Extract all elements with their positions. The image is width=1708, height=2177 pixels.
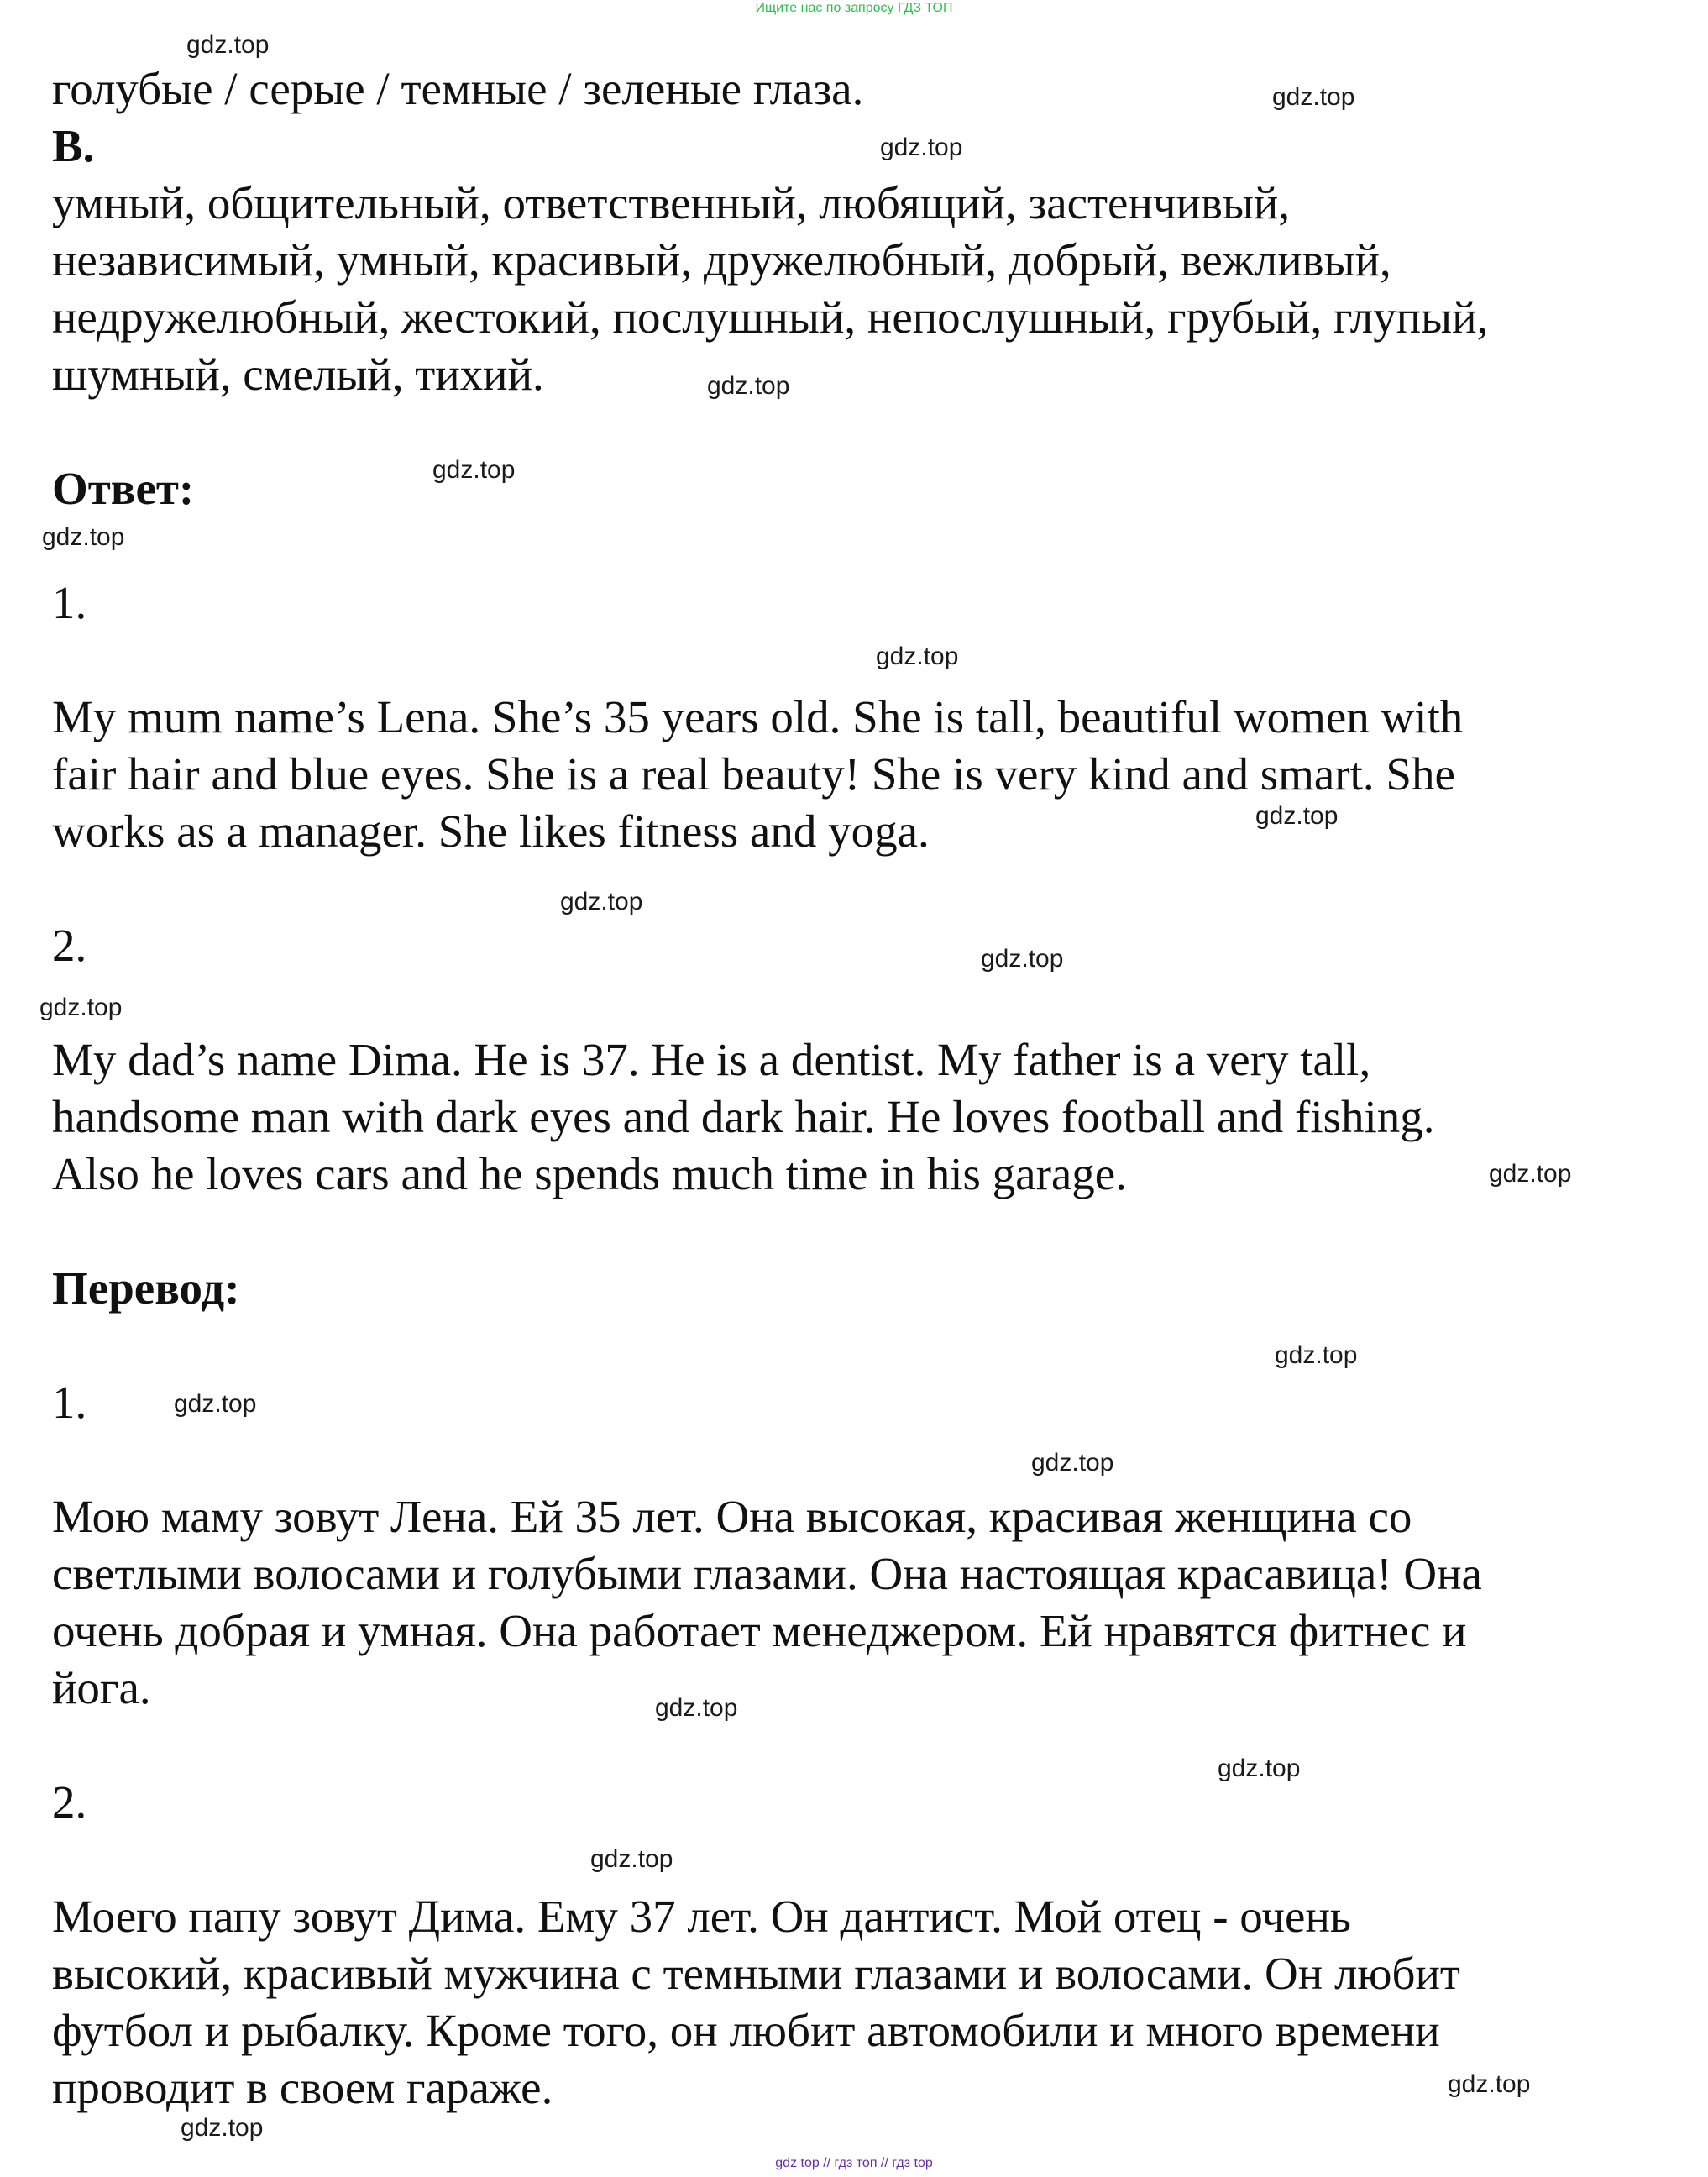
- watermark: gdz.top: [42, 523, 125, 551]
- translation-item-1-number: 1.: [52, 1377, 87, 1428]
- answer-item-2-line-2: handsome man with dark eyes and dark hair. He loves football and fishing.: [52, 1091, 1435, 1142]
- watermark: gdz.top: [1255, 802, 1339, 830]
- watermark: gdz.top: [181, 2114, 264, 2142]
- watermark: gdz.top: [1448, 2070, 1531, 2098]
- translation-item-2-line-2: высокий, красивый мужчина с темными глазами и волосами. Он любит: [52, 1948, 1460, 1999]
- answer-item-1-number: 1.: [52, 577, 87, 628]
- watermark: gdz.top: [174, 1390, 257, 1418]
- watermark: gdz.top: [1218, 1755, 1301, 1782]
- translation-item-2-line-1: Моего папу зовут Дима. Ему 37 лет. Он дантист. Мой отец - очень: [52, 1891, 1351, 1942]
- watermark: gdz.top: [590, 1845, 673, 1873]
- watermark: gdz.top: [707, 372, 790, 400]
- answer-item-2-line-1: My dad’s name Dima. He is 37. He is a dentist. My father is a very tall,: [52, 1034, 1371, 1085]
- watermark: gdz.top: [186, 31, 270, 59]
- watermark: gdz.top: [880, 134, 963, 161]
- watermark: gdz.top: [981, 945, 1064, 973]
- answer-item-1-line-1: My mum name’s Lena. She’s 35 years old. She is tall, beautiful women with: [52, 691, 1464, 742]
- answer-item-1-line-3: works as a manager. She likes fitness and yoga.: [52, 805, 930, 857]
- top-search-banner[interactable]: Ищите нас по запросу ГДЗ ТОП: [755, 1, 953, 15]
- translation-item-1-line-4: йога.: [52, 1662, 151, 1713]
- adjectives-line-3: недружелюбный, жестокий, послушный, непослушный, грубый, глупый,: [52, 291, 1489, 343]
- translation-item-2-number: 2.: [52, 1776, 87, 1828]
- translation-item-2-line-4: проводит в своем гараже.: [52, 2062, 553, 2113]
- answer-heading: Ответ:: [52, 463, 195, 514]
- watermark: gdz.top: [39, 994, 123, 1021]
- translation-item-1-line-1: Мою маму зовут Лена. Ей 35 лет. Она высокая, красивая женщина со: [52, 1491, 1412, 1542]
- adjectives-line-2: независимый, умный, красивый, дружелюбный, добрый, вежливый,: [52, 234, 1391, 286]
- watermark: gdz.top: [1489, 1160, 1572, 1188]
- translation-heading: Перевод:: [52, 1262, 240, 1314]
- watermark: gdz.top: [876, 643, 959, 670]
- translation-item-1-line-3: очень добрая и умная. Она работает менеджером. Ей нравятся фитнес и: [52, 1605, 1467, 1656]
- bottom-search-banner[interactable]: gdz top // гдз топ // гдз top: [775, 2156, 933, 2170]
- adjectives-line-1: умный, общительный, ответственный, любящий, застенчивый,: [52, 177, 1291, 228]
- watermark: gdz.top: [560, 888, 643, 915]
- answer-item-2-line-3: Also he loves cars and he spends much time in his garage.: [52, 1148, 1127, 1199]
- answer-item-2-number: 2.: [52, 920, 87, 971]
- eyes-line: голубые / серые / темные / зеленые глаза.: [52, 63, 864, 114]
- watermark: gdz.top: [432, 456, 516, 484]
- answer-item-1-line-2: fair hair and blue eyes. She is a real beauty! She is very kind and smart. She: [52, 748, 1455, 800]
- translation-item-2-line-3: футбол и рыбалку. Кроме того, он любит автомобили и много времени: [52, 2005, 1440, 2056]
- translation-item-1-line-2: светлыми волосами и голубыми глазами. Она настоящая красавица! Она: [52, 1548, 1482, 1599]
- watermark: gdz.top: [1031, 1449, 1114, 1477]
- section-b-label: B.: [52, 120, 95, 171]
- adjectives-line-4: шумный, смелый, тихий.: [52, 349, 544, 400]
- watermark: gdz.top: [655, 1694, 738, 1722]
- watermark: gdz.top: [1272, 83, 1355, 111]
- watermark: gdz.top: [1275, 1341, 1358, 1369]
